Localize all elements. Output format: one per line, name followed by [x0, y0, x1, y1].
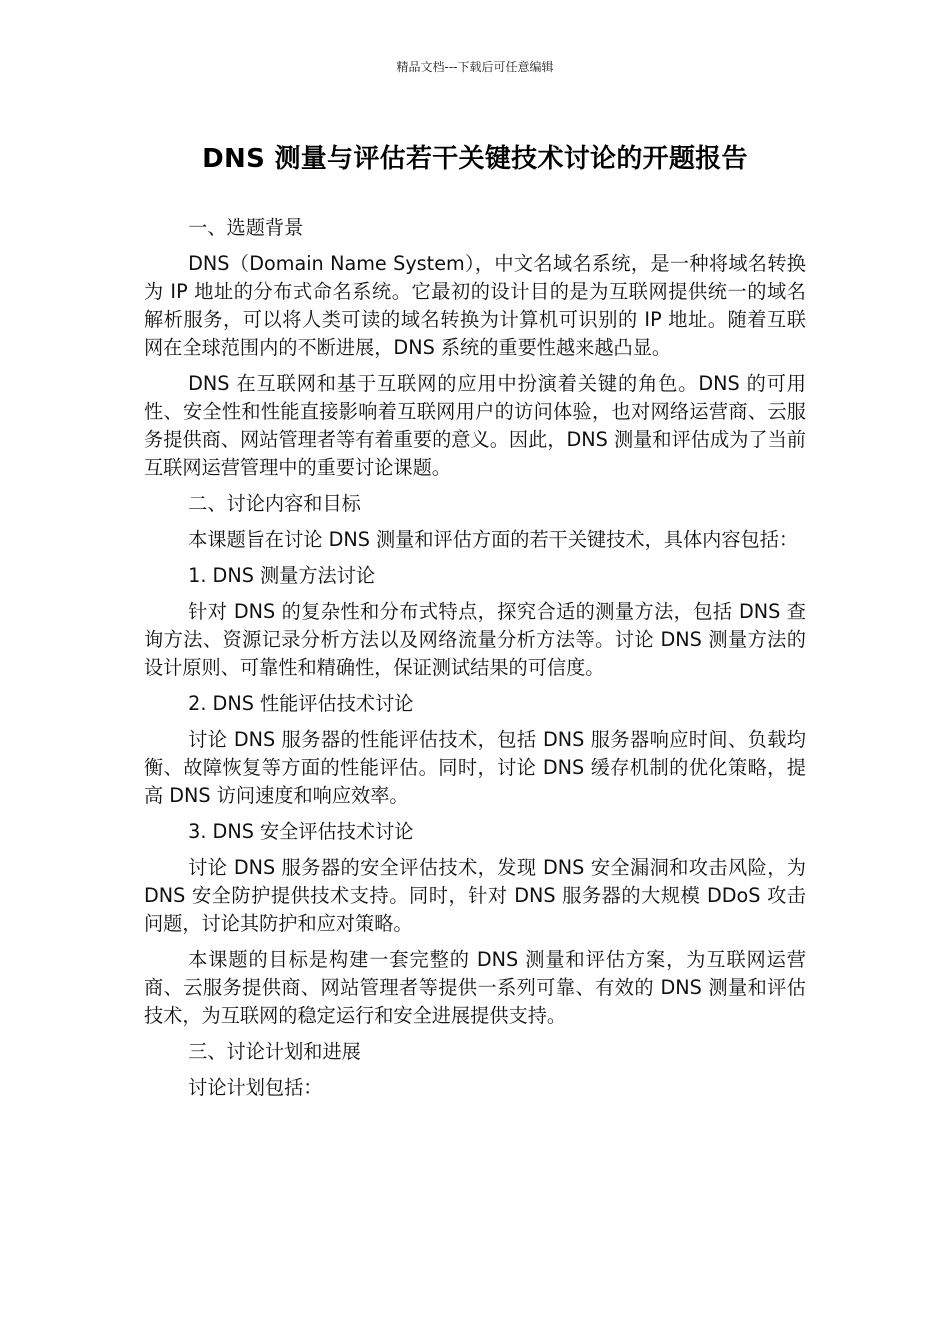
document-body [144, 214, 806, 1110]
paragraph-performance-evaluation: 讨论 DNS 服务器的性能评估技术，包括 DNS 服务器响应时间、负载均衡、故障恢复等方面的性能评估。同时，讨论 DNS 缓存机制的优化策略，提高 DNS 访问速度和响应效率。 [144, 728, 806, 807]
subheading-performance-evaluation: 2. DNS 性能评估技术讨论 [188, 692, 414, 715]
subheading-security-evaluation: 3. DNS 安全评估技术讨论 [188, 820, 414, 843]
paragraph-plan-intro: 讨论计划包括： [188, 1076, 323, 1099]
paragraph-goals: 本课题的目标是构建一套完整的 DNS 测量和评估方案，为互联网运营商、云服务提供商、网站管理者等提供一系列可靠、有效的 DNS 测量和评估技术，为互联网的稳定运行和安全进展提供支持。 [144, 948, 806, 1027]
section-heading-background: 一、选题背景 [188, 216, 304, 239]
paragraph-dns-role: DNS 在互联网和基于互联网的应用中扮演着关键的角色。DNS 的可用性、安全性和性能直接影响着互联网用户的访问体验，也对网络运营商、云服务提供商、网站管理者等有着重要的意义。因此，DNS 测量和评估成为了当前互联网运营管理中的重要讨论课题。 [144, 372, 806, 479]
subheading-measurement-methods: 1. DNS 测量方法讨论 [188, 564, 376, 587]
page-header: 精品文档---下载后可任意编辑 [396, 60, 554, 74]
paragraph-measurement-methods: 针对 DNS 的复杂性和分布式特点，探究合适的测量方法，包括 DNS 查询方法、资源记录分析方法以及网络流量分析方法等。讨论 DNS 测量方法的设计原则、可靠性和精确性，保证测试结果的可信度。 [144, 600, 806, 679]
paragraph-topic-intro: 本课题旨在讨论 DNS 测量和评估方面的若干关键技术，具体内容包括： [188, 528, 799, 551]
paragraph-security-evaluation: 讨论 DNS 服务器的安全评估技术，发现 DNS 安全漏洞和攻击风险，为 DNS 安全防护提供技术支持。同时，针对 DNS 服务器的大规模 DDoS 攻击问题，讨论其防护和应对策略。 [144, 856, 806, 935]
paragraph-dns-intro: DNS（Domain Name System），中文名域名系统，是一种将域名转换为 IP 地址的分布式命名系统。它最初的设计目的是为互联网提供统一的域名解析服务，可以将人类可读的域名转换为计算机可识别的 IP 地址。随着互联网在全球范围内的不断进展，DNS 系统的重要性越来越凸显。 [144, 252, 806, 359]
section-heading-plan-progress: 三、讨论计划和进展 [188, 1040, 361, 1063]
document-title: DNS 测量与评估若干关键技术讨论的开题报告 [202, 144, 748, 174]
section-heading-content-goals: 二、讨论内容和目标 [188, 492, 361, 515]
